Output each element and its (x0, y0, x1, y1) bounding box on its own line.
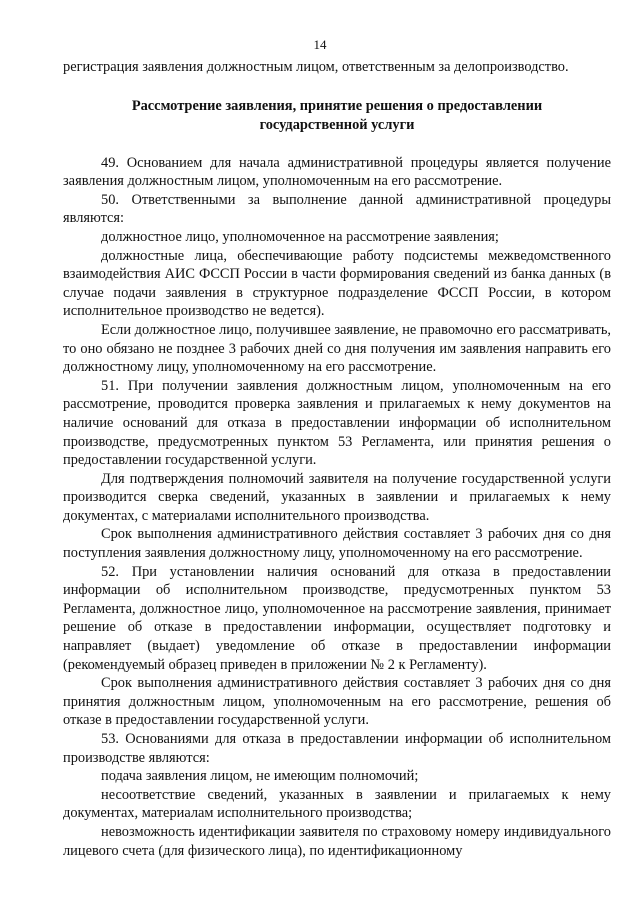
paragraph-50-note: Если должностное лицо, получившее заявление, не правомочно его рассматривать, то оно обязано не позднее 3 рабочих дней со дня получения им заявления направить его должностному лицу, уполномоченному на его рассмотрение. (63, 321, 611, 376)
paragraph-52: 52. При установлении наличия оснований для отказа в предоставлении информации об исполнительном производстве, предусмотренных пунктом 53 Регламента, должностное лицо, уполномоченное на рассмотрение заявления, принимает решение об отказе в предоставлении информации, осуществляет подготовку и направляет (выдает) уведомление об отказе в предоставлении информации (рекомендуемый образец приведен в приложении № 2 к Регламенту). (63, 563, 611, 673)
paragraph-53-item-3: невозможность идентификации заявителя по страховому номеру индивидуального лицевого счета (для физического лица), по идентификационному (63, 823, 611, 859)
paragraph-49: 49. Основанием для начала административной процедуры является получение заявления должностным лицом, уполномоченным на его рассмотрение. (63, 154, 611, 190)
paragraph-53-item-1: подача заявления лицом, не имеющим полномочий; (101, 768, 419, 785)
section-heading: Рассмотрение заявления, принятие решения о предоставлении государственной услуги (131, 97, 543, 133)
paragraph-50-item-2: должностные лица, обеспечивающие работу подсистемы межведомственного взаимодействия АИС ФССП России в части формирования сведений из банка данных (в случае подачи заявления в структурное подразделение ФССП России, в котором исполнительное производство не ведется). (63, 247, 611, 320)
page-number: 14 (313, 37, 327, 52)
paragraph-51-deadline: Срок выполнения административного действия составляет 3 рабочих дня со дня поступления заявления должностному лицу, уполномоченному на его рассмотрение. (63, 526, 611, 562)
continuation-line: регистрация заявления должностным лицом, ответственным за делопроизводство. (63, 59, 569, 75)
paragraph-51-verification: Для подтверждения полномочий заявителя на получение государственной услуги производится сверка сведений, указанных в заявлении и прилагаемых к нему документах, с материалами исполнительного производства. (63, 470, 611, 524)
paragraph-50-item-1: должностное лицо, уполномоченное на рассмотрение заявления; (101, 228, 499, 245)
paragraph-52-deadline: Срок выполнения административного действия составляет 3 рабочих дня со дня принятия должностным лицом, уполномоченным на его рассмотрение, решения об отказе в предоставлении государственной услуги. (63, 675, 611, 729)
paragraph-53-item-2: несоответствие сведений, указанных в заявлении и прилагаемых к нему документах, материалам исполнительного производства; (63, 786, 611, 822)
paragraph-50: 50. Ответственными за выполнение данной административной процедуры являются: (63, 191, 611, 227)
paragraph-53: 53. Основаниями для отказа в предоставлении информации об исполнительном производстве являются: (63, 731, 611, 766)
document-body (63, 58, 611, 860)
paragraph-51: 51. При получении заявления должностным лицом, уполномоченным на его рассмотрение, проводится проверка заявления и прилагаемых к нему документов на наличие оснований для отказа в предоставлении информации об исполнительном производстве, предусмотренных пунктом 53 Регламента, или принятия решения о предоставлении государственной услуги. (63, 377, 611, 469)
